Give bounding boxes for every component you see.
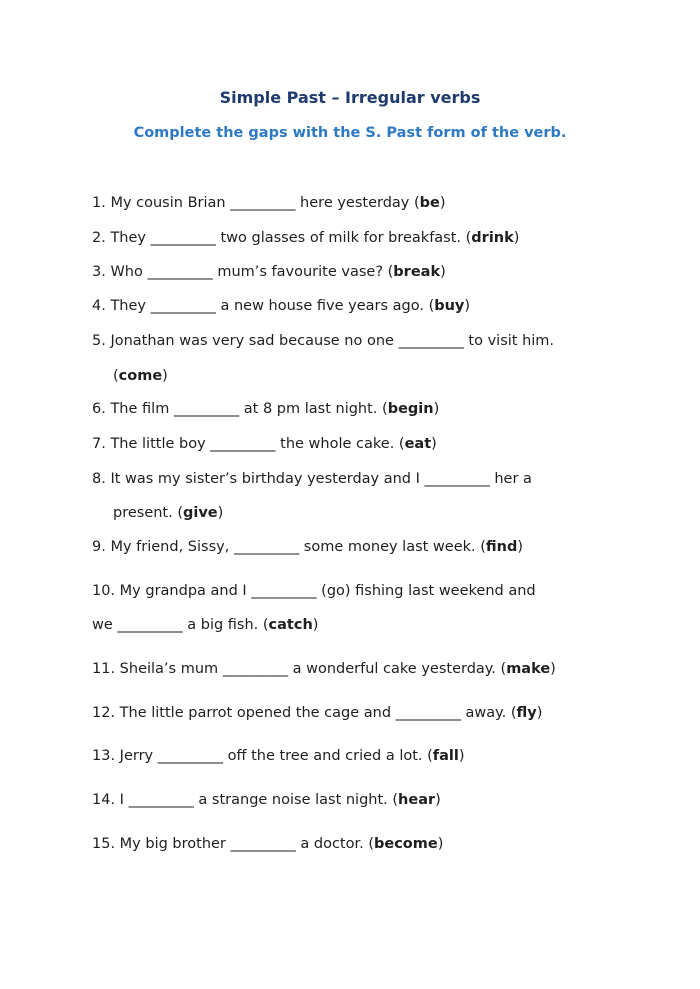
answer-blank[interactable]: _________	[147, 264, 213, 280]
answer-blank[interactable]: _________	[173, 401, 240, 417]
answer-blank[interactable]: _________	[395, 705, 461, 721]
answer-blank[interactable]: _________	[398, 333, 464, 349]
answer-blank[interactable]: _________	[128, 792, 194, 808]
exercise-item: 7. The little boy _________ the whole cake. (eat)	[92, 436, 437, 452]
exercise-item-continuation: we _________ a big fish. (catch)	[92, 617, 319, 633]
page-title: Simple Past – Irregular verbs	[219, 88, 481, 107]
exercise-item: 2. They _________ two glasses of milk for breakfast. (drink)	[92, 230, 520, 246]
answer-blank[interactable]: _________	[117, 617, 183, 633]
answer-blank[interactable]: _________	[251, 583, 317, 599]
exercise-item: 6. The film _________ at 8 pm last night. (begin)	[92, 401, 440, 417]
exercise-item-continuation: (come)	[113, 368, 168, 384]
answer-blank[interactable]: _________	[233, 539, 300, 555]
exercise-item: 3. Who _________ mum’s favourite vase? (break)	[92, 264, 446, 280]
exercise-item: 14. I _________ a strange noise last night. (hear)	[92, 792, 441, 808]
answer-blank[interactable]: _________	[222, 661, 289, 677]
exercise-item: 1. My cousin Brian _________ here yesterday (be)	[92, 195, 446, 211]
answer-blank[interactable]: _________	[150, 230, 216, 246]
answer-blank[interactable]: _________	[157, 748, 223, 764]
exercise-item: 12. The little parrot opened the cage and _________ away. (fly)	[92, 705, 543, 721]
exercise-item: 9. My friend, Sissy, _________ some money last week. (find)	[92, 539, 524, 555]
exercise-item: 8. It was my sister’s birthday yesterday and I _________ her a	[92, 471, 532, 487]
exercise-item: 13. Jerry _________ off the tree and cried a lot. (fall)	[92, 748, 465, 764]
answer-blank[interactable]: _________	[424, 471, 490, 487]
answer-blank[interactable]: _________	[210, 436, 276, 452]
exercise-item-continuation: present. (give)	[113, 505, 224, 521]
exercise-item: 10. My grandpa and I _________ (go) fishing last weekend and	[92, 583, 536, 599]
exercise-item: 4. They _________ a new house five years ago. (buy)	[92, 298, 471, 314]
answer-blank[interactable]: _________	[230, 195, 296, 211]
instruction-text: Complete the gaps with the S. Past form of the verb.	[133, 125, 567, 141]
exercise-item: 5. Jonathan was very sad because no one _________ to visit him.	[92, 333, 555, 349]
answer-blank[interactable]: _________	[150, 298, 216, 314]
exercise-item: 15. My big brother _________ a doctor. (become)	[92, 836, 444, 852]
exercise-item: 11. Sheila’s mum _________ a wonderful cake yesterday. (make)	[92, 661, 556, 677]
answer-blank[interactable]: _________	[230, 836, 296, 852]
